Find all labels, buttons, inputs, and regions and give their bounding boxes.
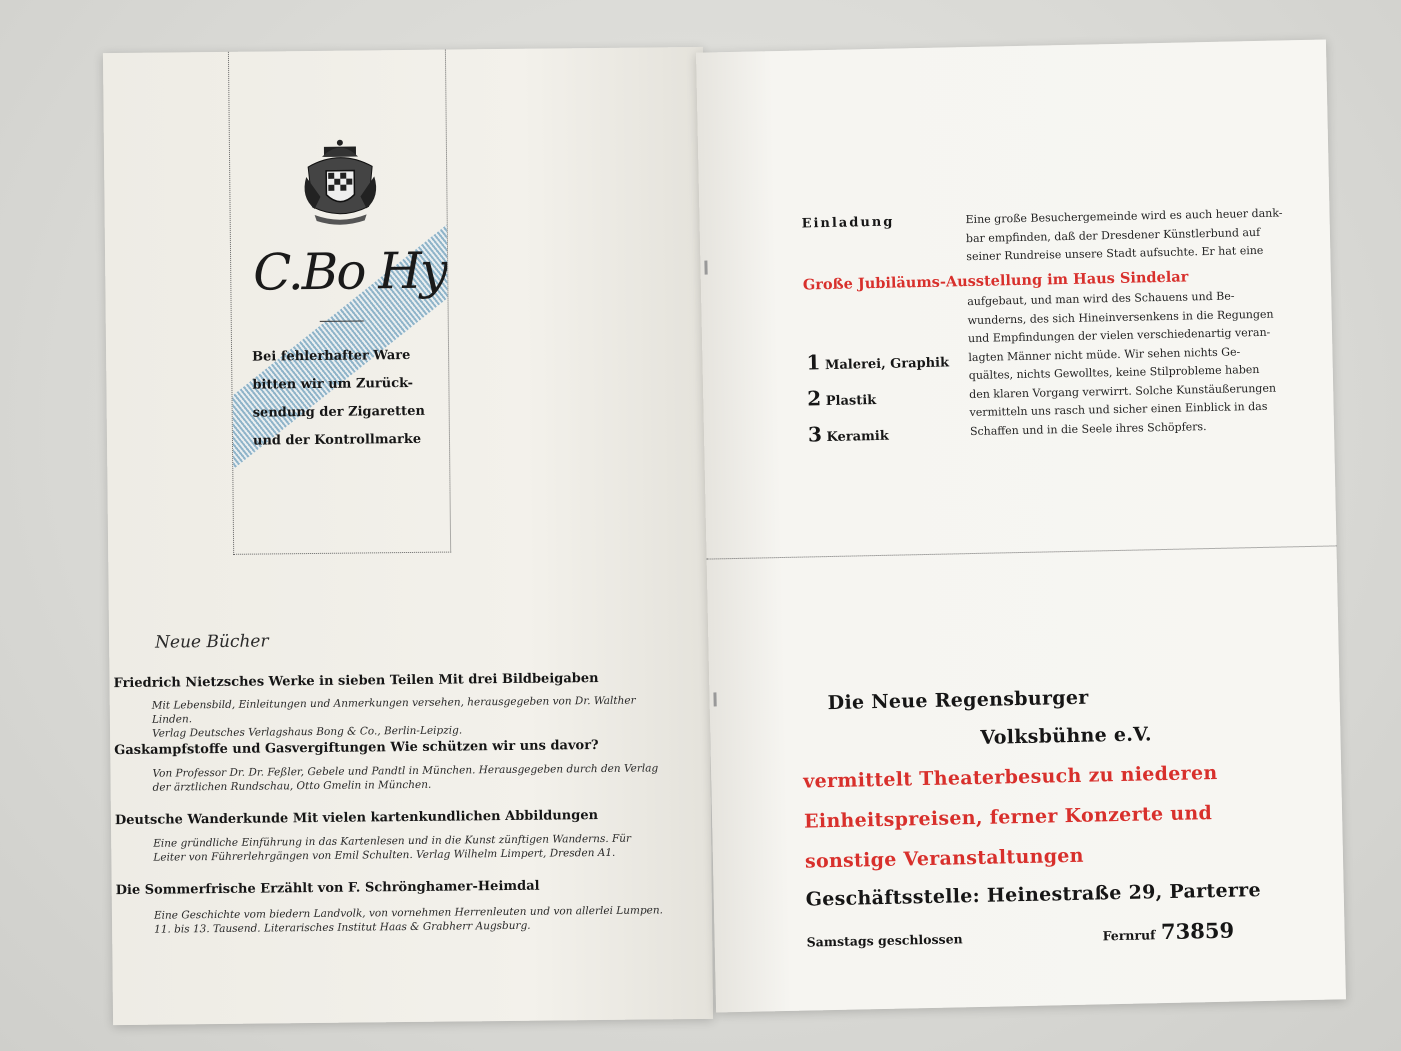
- ad-red-line: sonstige Veranstaltungen: [804, 844, 1085, 873]
- left-page: [103, 47, 713, 1025]
- ad-red-line: Einheitspreisen, ferner Konzerte und: [803, 802, 1213, 833]
- warning-line: und der Kontrollmarke: [252, 431, 422, 449]
- warning-line: sendung der Zigaretten: [252, 403, 425, 421]
- book-title: Die Sommerfrische Erzählt von F. Schrönghamer-Heimdal: [115, 878, 540, 899]
- ad-line-2: Volksbühne e.V.: [980, 723, 1153, 749]
- ad-red-line: vermittelt Theaterbesuch zu niederen: [803, 761, 1218, 793]
- exhibition-title: Große Jubiläums-Ausstellung im Haus Sindelar: [802, 268, 1189, 294]
- book-desc: Eine gründliche Einführung in das Kartenlesen und in die Kunst zünftigen Wanderns. Für Leiter von Führerlehrgängen von Emil Schulten. Verlag Wilhelm Limpert, Dresden A1.: [153, 832, 632, 864]
- section-item: 3 Keramik: [807, 422, 889, 447]
- cigarette-label-box: [228, 50, 451, 555]
- ad-line-1: Die Neue Regensburger: [827, 686, 1089, 715]
- warning-line: bitten wir um Zurück-: [252, 375, 414, 393]
- description-paragraph: aufgebaut, und man wird des Schauens und Be- wunderns, des sich Hineinversenkens in die Regungen und Empfindungen der vielen verschiedenartig veran- lagten Männer nicht müde. Wir sehen nichts Ge- quältes, nichts Gewolltes, keine Stilprobleme haben den klaren Vorgang verwirrt. Solche Kunstäußerungen vermitteln uns rasch und sicher einen Einblick in das Schaffen und in die Seele ihres Schöpfers.: [967, 289, 1277, 438]
- page-divider: [707, 545, 1337, 559]
- book-desc: Mit Lebensbild, Einleitungen und Anmerkungen versehen, herausgegeben von Dr. Walther Linden. Verlag Deutsches Verlagshaus Bong & Co., Berlin-Leipzig.: [151, 694, 636, 740]
- phone: Fernruf 73859: [1102, 917, 1235, 945]
- office-address: Geschäftsstelle: Heinestraße 29, Parterre: [805, 879, 1262, 911]
- signature: C.Bo Hy: [252, 241, 447, 302]
- book-desc: Von Professor Dr. Dr. Feßler, Gebele und Pandtl in München. Herausgegeben durch den Verlag der ärztlichen Rundschau, Otto Gmelin in München.: [152, 762, 659, 794]
- closed-notice: Samstags geschlossen: [806, 931, 963, 950]
- staple: [704, 261, 707, 275]
- coat-of-arms-icon: [300, 136, 381, 229]
- staple: [713, 692, 716, 706]
- book-title: Deutsche Wanderkunde Mit vielen kartenkundlichen Abbildungen: [114, 808, 599, 829]
- section-item: 1 Malerei, Graphik: [806, 350, 950, 375]
- invitation-heading: Einladung: [801, 214, 895, 232]
- book-desc: Eine Geschichte vom biedern Landvolk, von vornehmen Herrenleuten und von allerlei Lumpen. 11. bis 13. Tausend. Literarisches Institut Haas & Grabherr Augsburg.: [153, 904, 664, 936]
- section-item: 2 Plastik: [807, 386, 877, 411]
- book-title: Friedrich Nietzsches Werke in sieben Teilen Mit drei Bildbeigaben: [113, 671, 599, 692]
- books-heading: Neue Bücher: [154, 631, 269, 653]
- book-title: Gaskampfstoffe und Gasvergiftungen Wie schützen wir uns davor?: [114, 738, 599, 759]
- warning-line: Bei fehlerhafter Ware: [252, 347, 411, 365]
- intro-paragraph: Eine große Besuchergemeinde wird es auch heuer dank- bar empfinden, daß der Dresdener Künstlerbund auf seiner Rundreise unsere Stadt aufsuchte. Er hat eine: [965, 206, 1283, 264]
- right-page: [696, 40, 1346, 1013]
